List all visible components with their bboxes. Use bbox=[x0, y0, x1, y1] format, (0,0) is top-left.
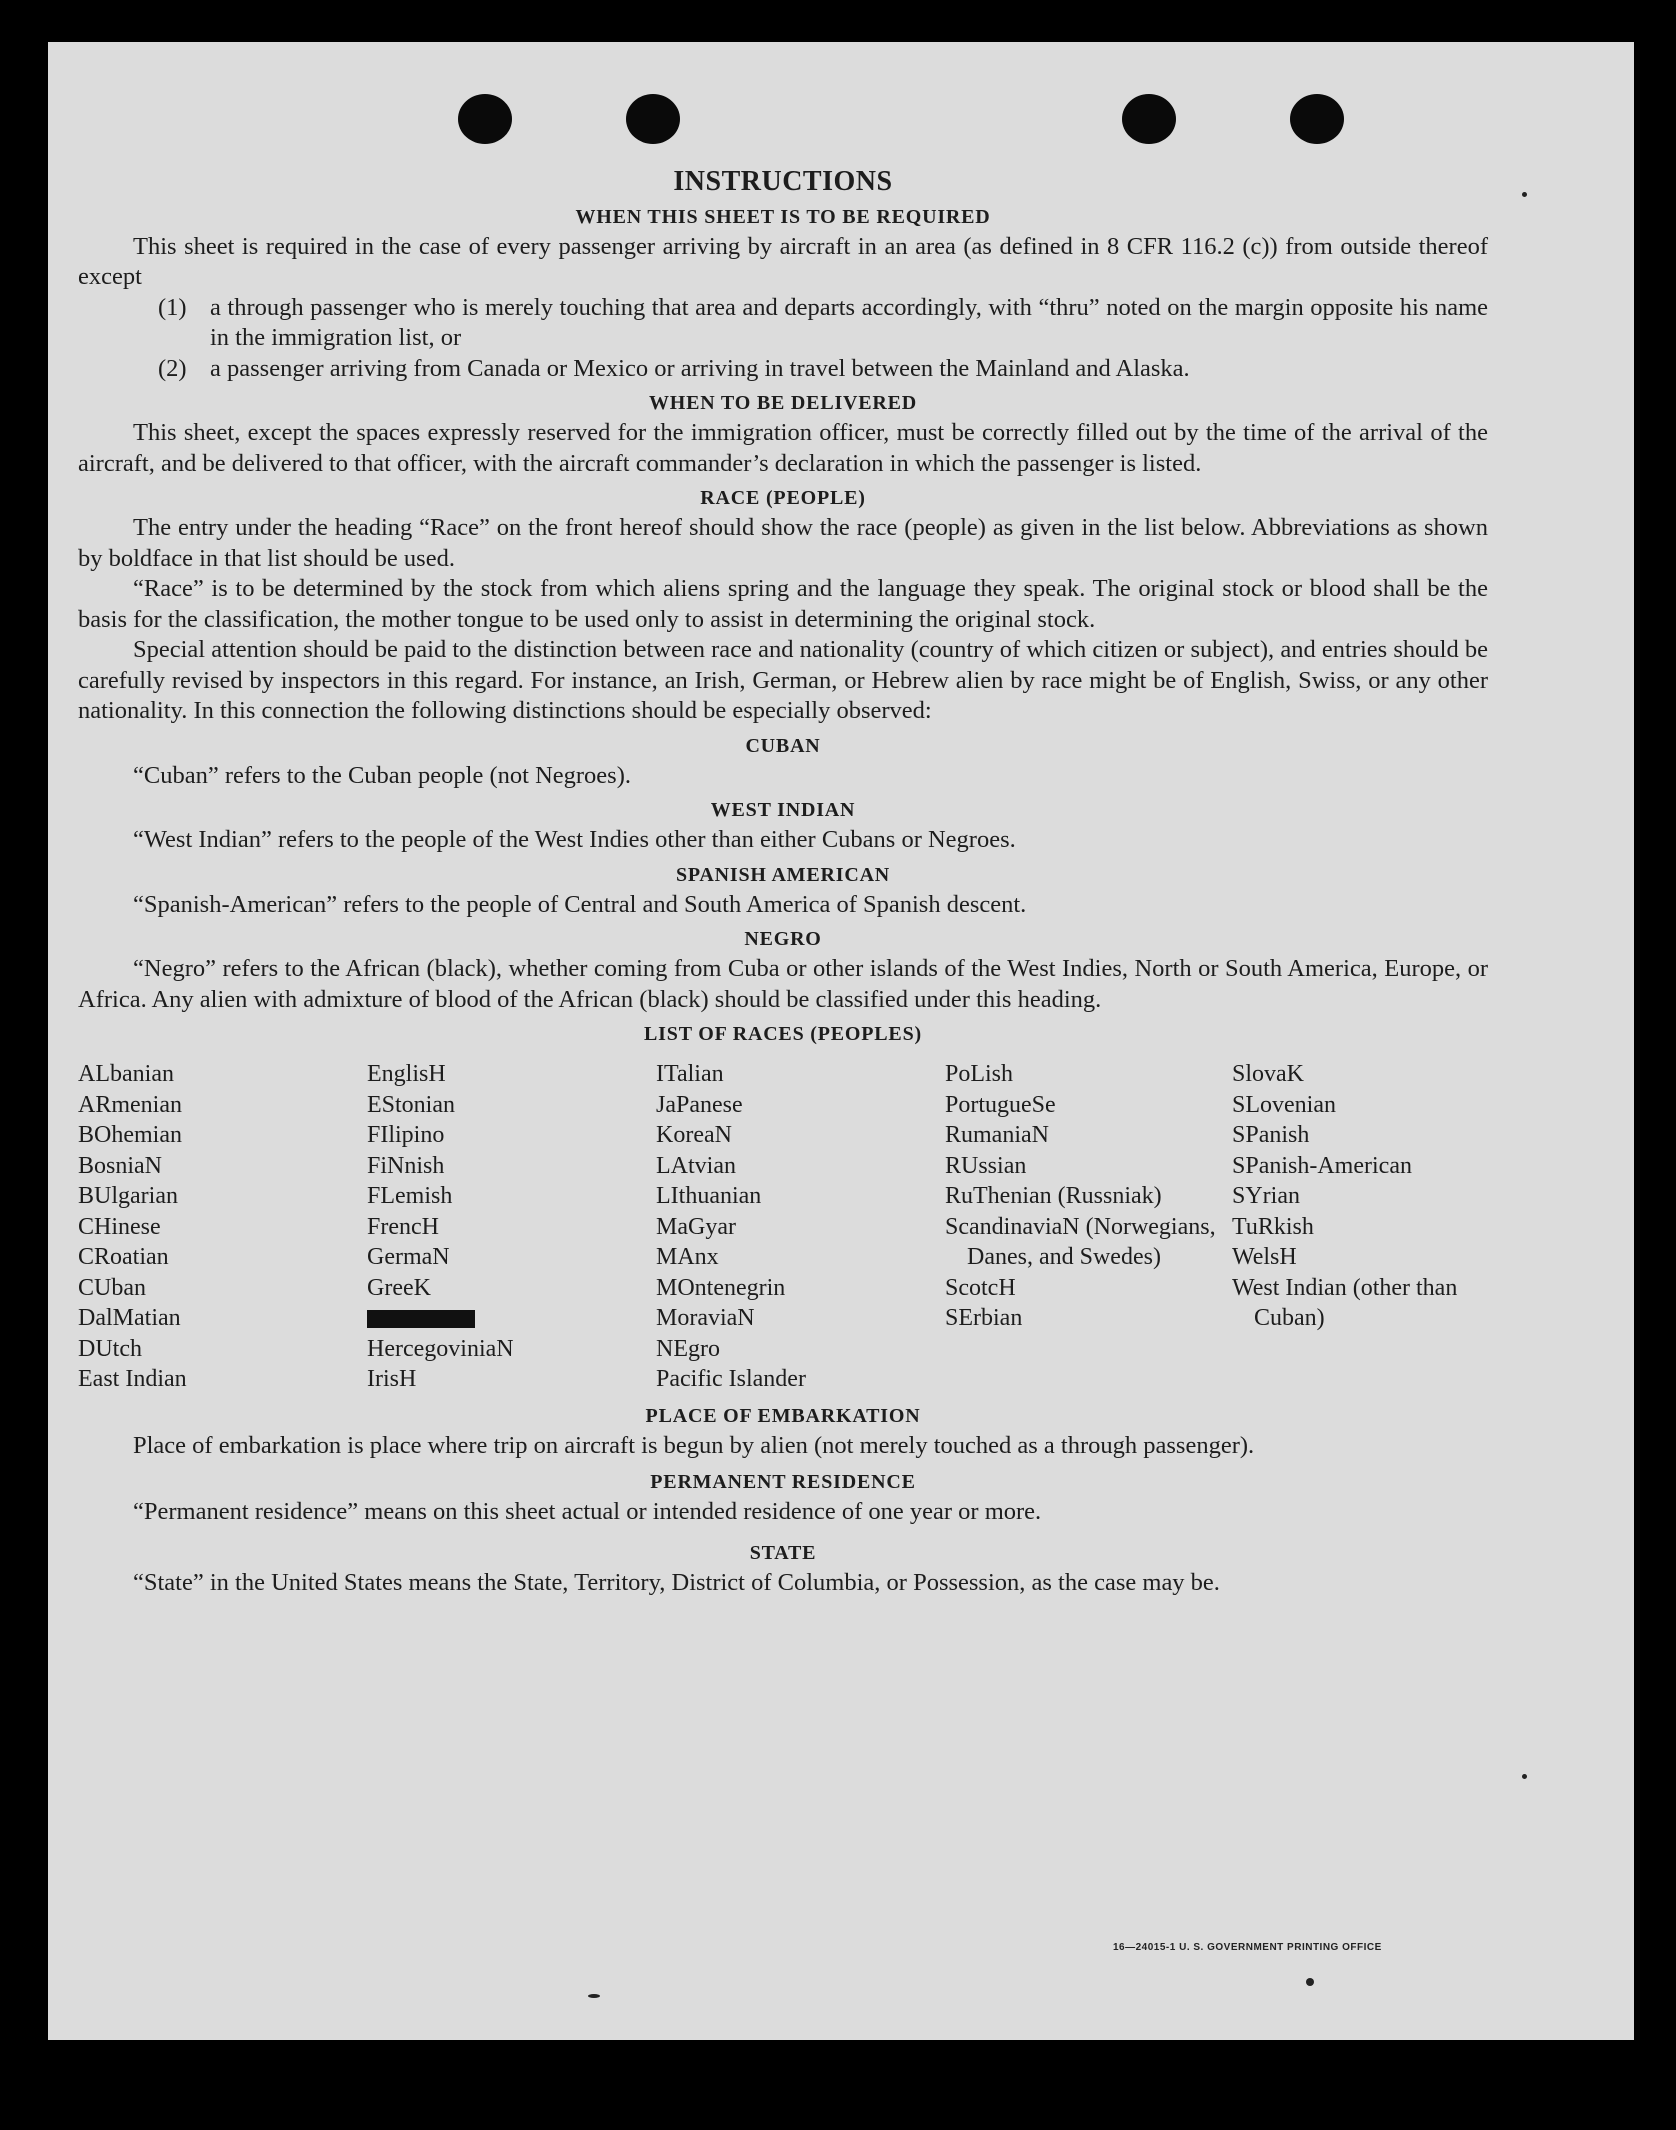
race-entry: CRoatian bbox=[78, 1244, 169, 1270]
section-heading: LIST OF RACES (PEOPLES) bbox=[644, 1023, 922, 1045]
punch-hole bbox=[1290, 94, 1344, 144]
race-column bbox=[656, 1059, 945, 1395]
item-text: a passenger arriving from Canada or Mexico or arriving in travel between the Mainland and Alaska. bbox=[210, 354, 1190, 382]
race-entry: FiNnish bbox=[367, 1152, 445, 1179]
race-entry: MoraviaN bbox=[656, 1305, 755, 1331]
section-heading: PLACE OF EMBARKATION bbox=[645, 1404, 921, 1427]
speck bbox=[1522, 192, 1527, 197]
race-entry: JaPanese bbox=[656, 1091, 743, 1118]
paragraph: “State” in the United States means the State, Territory, District of Columbia, or Possession, as the case may be. bbox=[133, 1568, 1220, 1596]
race-entry: GreeK bbox=[367, 1274, 431, 1301]
section-heading: SPANISH AMERICAN bbox=[675, 863, 891, 886]
punch-hole bbox=[626, 94, 680, 144]
race-entry: FIlipino bbox=[367, 1122, 445, 1148]
race-entry: MaGyar bbox=[656, 1213, 736, 1240]
race-entry: East Indian bbox=[78, 1366, 187, 1392]
race-entry: KoreaN bbox=[656, 1122, 732, 1148]
page-title: INSTRUCTIONS bbox=[673, 166, 893, 197]
section-heading: STATE bbox=[749, 1541, 817, 1564]
race-entry: TuRkish bbox=[1232, 1213, 1314, 1240]
race-entry: CUban bbox=[78, 1274, 146, 1301]
race-entry: RumaniaN bbox=[945, 1122, 1049, 1148]
race-entry: DalMatian bbox=[78, 1305, 181, 1331]
paragraph: This sheet, except the spaces expressly reserved for the immigration officer, must be correctly filled out by the time of the arrival of the aircraft, and be delivered to that officer, with the aircraft commander’s declaration in which the passenger is listed. bbox=[78, 419, 1488, 477]
printer-imprint: 16—24015-1 U. S. GOVERNMENT PRINTING OFFICE bbox=[1113, 1942, 1382, 1953]
paragraph: “Spanish-American” refers to the people of Central and South America of Spanish descent. bbox=[133, 890, 1027, 918]
race-entry: PortugueSe bbox=[945, 1091, 1056, 1118]
section-heading: WHEN TO BE DELIVERED bbox=[648, 392, 918, 414]
race-entry: West Indian (other than Cuban) bbox=[1232, 1274, 1458, 1331]
item-text: a through passenger who is merely touching that area and departs accordingly, with “thru” noted on the margin opposite his name in the immigration list, or bbox=[210, 293, 1488, 351]
list-item bbox=[78, 293, 1488, 354]
section-heading: PERMANENT RESIDENCE bbox=[650, 1471, 916, 1493]
paragraph: The entry under the heading “Race” on the front hereof should show the race (people) as given in the list below. Abbreviations as shown by boldface in that list should be used. bbox=[78, 514, 1488, 572]
race-entry: BUlgarian bbox=[78, 1183, 178, 1209]
speck bbox=[1522, 1774, 1527, 1779]
race-list bbox=[78, 1059, 1488, 1395]
race-entry: BOhemian bbox=[78, 1122, 182, 1148]
race-entry: LAtvian bbox=[656, 1152, 736, 1179]
race-column bbox=[1232, 1059, 1488, 1395]
race-column bbox=[945, 1059, 1232, 1395]
punch-hole bbox=[1122, 94, 1176, 144]
instructions-body bbox=[78, 167, 1488, 1598]
race-entry: MOntenegrin bbox=[656, 1274, 786, 1301]
punch-hole bbox=[458, 94, 512, 144]
paragraph: Place of embarkation is place where trip on aircraft is begun by alien (not merely touched as a through passenger). bbox=[133, 1431, 1255, 1459]
paragraph: This sheet is required in the case of every passenger arriving by aircraft in an area (as defined in 8 CFR 116.2 (c)) from outside thereof except bbox=[78, 232, 1488, 290]
paragraph: “Permanent residence” means on this sheet actual or intended residence of one year or more. bbox=[133, 1498, 1042, 1525]
section-heading: WEST INDIAN bbox=[710, 799, 856, 821]
race-entry: SLovenian bbox=[1232, 1091, 1336, 1118]
race-entry: GermaN bbox=[367, 1244, 450, 1270]
race-entry: FrencH bbox=[367, 1213, 439, 1240]
race-entry: DUtch bbox=[78, 1335, 142, 1362]
race-entry: ITalian bbox=[656, 1061, 724, 1087]
race-entry: SlovaK bbox=[1232, 1061, 1304, 1087]
race-entry: BosniaN bbox=[78, 1152, 162, 1179]
race-entry: ScotcH bbox=[945, 1274, 1016, 1301]
redacted-entry bbox=[367, 1303, 656, 1334]
race-entry: SPanish-American bbox=[1232, 1152, 1412, 1179]
speck bbox=[588, 1994, 600, 1998]
race-entry: EnglisH bbox=[367, 1061, 446, 1087]
redaction-mark bbox=[367, 1310, 475, 1328]
race-entry: LIthuanian bbox=[656, 1183, 762, 1209]
paragraph: “Race” is to be determined by the stock from which aliens spring and the language they speak. The original stock or blood shall be the basis for the classification, the mother tongue to be used only to assist in determining the original stock. bbox=[78, 575, 1488, 633]
race-entry: EStonian bbox=[367, 1091, 455, 1118]
race-entry: WelsH bbox=[1232, 1244, 1297, 1270]
section-heading: WHEN THIS SHEET IS TO BE REQUIRED bbox=[575, 205, 991, 228]
speck bbox=[1306, 1978, 1314, 1986]
section-heading: CUBAN bbox=[745, 734, 821, 757]
race-entry: Pacific Islander bbox=[656, 1366, 806, 1392]
race-entry: HercegoviniaN bbox=[367, 1335, 514, 1362]
item-number: (2) bbox=[158, 354, 187, 382]
race-entry: CHinese bbox=[78, 1213, 161, 1240]
race-entry: RuThenian (Russniak) bbox=[945, 1183, 1162, 1209]
race-entry: SErbian bbox=[945, 1305, 1023, 1331]
race-column bbox=[78, 1059, 367, 1395]
paragraph: “Negro” refers to the African (black), whether coming from Cuba or other islands of the West Indies, North or South America, Europe, or Africa. Any alien with admixture of blood of the African (black) should be classified under this heading. bbox=[78, 955, 1488, 1013]
document-sheet bbox=[48, 42, 1634, 2040]
race-entry: SPanish bbox=[1232, 1122, 1310, 1148]
race-entry: ScandinaviaN (Norwegians, Danes, and Swedes) bbox=[945, 1213, 1216, 1270]
race-entry: IrisH bbox=[367, 1366, 417, 1392]
list-item bbox=[78, 354, 1488, 385]
section-heading: NEGRO bbox=[744, 928, 822, 950]
race-entry: NEgro bbox=[656, 1335, 720, 1362]
paragraph: Special attention should be paid to the distinction between race and nationality (country of which citizen or subject), and entries should be carefully revised by inspectors in this regard. For instance, an Irish, German, or Hebrew alien by race might be of English, Swiss, or any other nationality. In this connection the following distinctions should be especially observed: bbox=[78, 636, 1488, 724]
paragraph: “Cuban” refers to the Cuban people (not Negroes). bbox=[133, 761, 631, 789]
paragraph: “West Indian” refers to the people of the West Indies other than either Cubans or Negroes. bbox=[133, 826, 1016, 853]
section-heading: RACE (PEOPLE) bbox=[700, 487, 866, 509]
race-entry: RUssian bbox=[945, 1152, 1027, 1179]
race-entry: FLemish bbox=[367, 1183, 453, 1209]
race-entry: SYrian bbox=[1232, 1183, 1300, 1209]
race-column bbox=[367, 1059, 656, 1395]
race-entry: PoLish bbox=[945, 1061, 1014, 1087]
race-entry: ARmenian bbox=[78, 1091, 182, 1118]
item-number: (1) bbox=[158, 293, 187, 321]
race-entry: ALbanian bbox=[78, 1061, 174, 1087]
race-entry: MAnx bbox=[656, 1244, 719, 1270]
